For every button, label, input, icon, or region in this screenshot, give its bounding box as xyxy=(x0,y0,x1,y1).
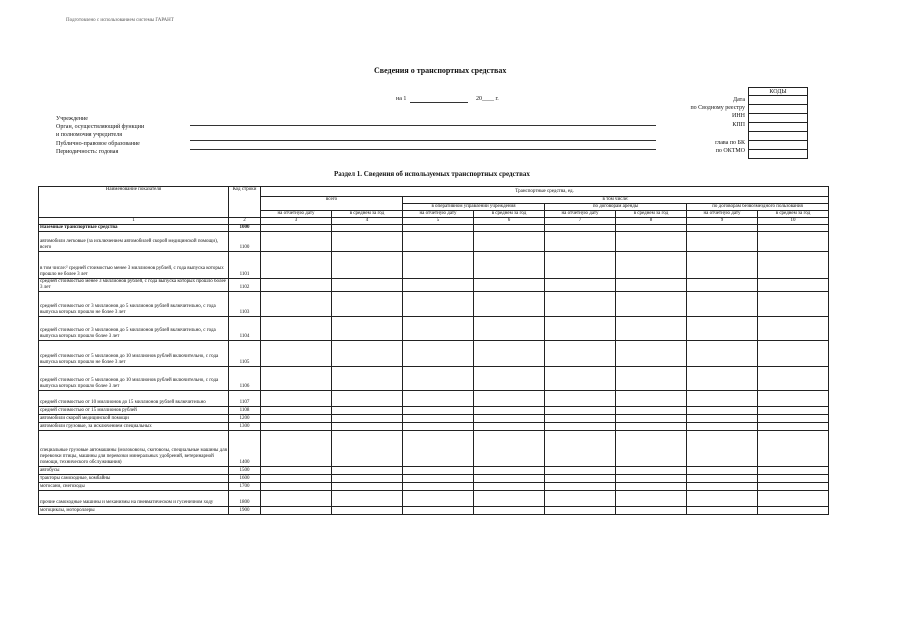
col-code-header: Код строки xyxy=(229,187,261,218)
group-free-header: по договорам безвозмездного пользования xyxy=(687,204,829,211)
group-incl-header: в том числе: xyxy=(403,197,829,204)
sub-avg-rent: в среднем за год xyxy=(616,211,687,218)
value-cell[interactable] xyxy=(474,407,545,415)
value-cell[interactable] xyxy=(687,407,758,415)
value-cell[interactable] xyxy=(758,317,829,341)
col-number: 7 xyxy=(545,218,616,225)
value-cell[interactable] xyxy=(545,407,616,415)
value-cell[interactable] xyxy=(403,467,474,475)
table-row xyxy=(39,252,829,279)
value-cell[interactable] xyxy=(474,317,545,341)
value-cell[interactable] xyxy=(545,341,616,367)
codes-table xyxy=(748,87,808,159)
col-number: 3 xyxy=(261,218,332,225)
col-number: 1 xyxy=(39,218,229,225)
value-cell[interactable] xyxy=(332,317,403,341)
table-row xyxy=(39,391,829,407)
value-cell[interactable] xyxy=(545,391,616,407)
label-periodicity: Периодичность: годовая xyxy=(56,149,119,155)
col-number: 5 xyxy=(403,218,474,225)
col-number: 8 xyxy=(616,218,687,225)
row-label: средней стоимостью от 5 миллионов до 10 миллионов рублей включительно, с года выпуска которых прошло более 3 лет xyxy=(39,367,229,391)
value-cell[interactable] xyxy=(687,252,758,279)
value-cell[interactable] xyxy=(758,341,829,367)
value-cell[interactable] xyxy=(616,475,687,483)
group-op-header: в оперативном управлении учреждения xyxy=(403,204,545,211)
value-cell[interactable] xyxy=(687,292,758,317)
value-cell[interactable] xyxy=(545,317,616,341)
row-code: 1200 xyxy=(229,415,261,423)
value-cell[interactable] xyxy=(474,483,545,491)
value-cell[interactable] xyxy=(758,252,829,279)
row-label: автомобили скорой медицинской помощи xyxy=(39,415,229,423)
value-cell[interactable] xyxy=(403,225,474,232)
value-cell[interactable] xyxy=(474,292,545,317)
value-cell[interactable] xyxy=(616,367,687,391)
row-label: средней стоимостью от 15 миллионов рублей xyxy=(39,407,229,415)
value-cell[interactable] xyxy=(332,491,403,507)
value-cell[interactable] xyxy=(403,475,474,483)
value-cell[interactable] xyxy=(261,341,332,367)
row-label: средней стоимостью от 3 миллионов до 5 миллионов рублей включительно, с года выпуска которых прошло более 3 лет xyxy=(39,317,229,341)
value-cell[interactable] xyxy=(261,467,332,475)
value-cell[interactable] xyxy=(545,431,616,467)
code-label-inn: ИНН xyxy=(732,113,745,119)
value-cell[interactable] xyxy=(687,431,758,467)
value-cell[interactable] xyxy=(332,252,403,279)
table-row xyxy=(39,407,829,415)
row-label: автомобили легковые (за исключением автомобилей скорой медицинской помощи), всего xyxy=(39,232,229,252)
row-label: средней стоимостью от 5 миллионов до 10 миллионов рублей включительно, с года выпуска которых прошло не более 3 лет xyxy=(39,341,229,367)
code-cell-inn[interactable] xyxy=(749,114,808,123)
value-cell[interactable] xyxy=(332,232,403,252)
row-label: тракторы самоходные, комбайны xyxy=(39,475,229,483)
value-cell[interactable] xyxy=(758,232,829,252)
value-cell[interactable] xyxy=(332,391,403,407)
value-cell[interactable] xyxy=(474,415,545,423)
row-code: 1500 xyxy=(229,467,261,475)
value-cell[interactable] xyxy=(261,292,332,317)
value-cell[interactable] xyxy=(332,431,403,467)
sub-date-free: на отчетную дату xyxy=(687,211,758,218)
row-code: 1800 xyxy=(229,491,261,507)
table-row xyxy=(39,279,829,292)
row-label: средней стоимостью менее 3 миллионов рублей, с года выпуска которых прошло более 3 лет xyxy=(39,279,229,292)
value-cell[interactable] xyxy=(261,415,332,423)
group-total-header: всего xyxy=(261,197,403,211)
value-cell[interactable] xyxy=(545,507,616,515)
value-cell[interactable] xyxy=(687,317,758,341)
value-cell[interactable] xyxy=(616,507,687,515)
col-number: 10 xyxy=(758,218,829,225)
column-numbers-row xyxy=(39,218,829,225)
value-cell[interactable] xyxy=(332,341,403,367)
value-cell[interactable] xyxy=(332,415,403,423)
value-cell[interactable] xyxy=(261,483,332,491)
value-cell[interactable] xyxy=(687,415,758,423)
value-cell[interactable] xyxy=(545,292,616,317)
value-cell[interactable] xyxy=(687,467,758,475)
value-cell[interactable] xyxy=(758,507,829,515)
value-cell[interactable] xyxy=(758,475,829,483)
value-cell[interactable] xyxy=(332,407,403,415)
sub-avg-op: в среднем за год xyxy=(474,211,545,218)
value-cell[interactable] xyxy=(616,491,687,507)
value-cell[interactable] xyxy=(332,367,403,391)
value-cell[interactable] xyxy=(616,407,687,415)
value-cell[interactable] xyxy=(474,232,545,252)
col-name-header: Наименование показателя xyxy=(39,187,229,218)
row-code: 1600 xyxy=(229,475,261,483)
row-code: 1101 xyxy=(229,252,261,279)
value-cell[interactable] xyxy=(474,467,545,475)
value-cell[interactable] xyxy=(403,292,474,317)
sub-date-rent: на отчетную дату xyxy=(545,211,616,218)
value-cell[interactable] xyxy=(332,423,403,431)
value-cell[interactable] xyxy=(758,367,829,391)
row-label: в том числе:² средней стоимостью менее 3 миллионов рублей, с года выпуска которых прошло не более 3 лет xyxy=(39,252,229,279)
col-number: 2 xyxy=(229,218,261,225)
value-cell[interactable] xyxy=(687,483,758,491)
value-cell[interactable] xyxy=(687,225,758,232)
codes-title: КОДЫ xyxy=(749,88,808,96)
value-cell[interactable] xyxy=(261,431,332,467)
row-label: автомобили грузовые, за исключением специальных xyxy=(39,423,229,431)
value-cell[interactable] xyxy=(687,391,758,407)
value-cell[interactable] xyxy=(687,341,758,367)
value-cell[interactable] xyxy=(616,232,687,252)
row-code: 1400 xyxy=(229,431,261,467)
value-cell[interactable] xyxy=(616,423,687,431)
value-cell[interactable] xyxy=(687,491,758,507)
value-cell[interactable] xyxy=(616,252,687,279)
code-label-oktmo: по ОКТМО xyxy=(715,148,745,154)
code-label-date: Дата xyxy=(733,97,745,103)
value-cell[interactable] xyxy=(616,431,687,467)
row-label: Наземные транспортные средства xyxy=(39,225,229,232)
label-founder-2: и полномочия учредителя xyxy=(56,132,122,138)
code-cell-oktmo[interactable] xyxy=(749,150,808,159)
value-cell[interactable] xyxy=(474,225,545,232)
code-cell-date[interactable] xyxy=(749,96,808,105)
value-cell[interactable] xyxy=(403,367,474,391)
label-public-entity: Публично-правовое образование xyxy=(56,141,140,147)
row-code: 1700 xyxy=(229,483,261,491)
row-code: 1900 xyxy=(229,507,261,515)
row-label: средней стоимостью от 3 миллионов до 5 миллионов рублей включительно, с года выпуска которых прошло не более 3 лет xyxy=(39,292,229,317)
value-cell[interactable] xyxy=(474,475,545,483)
row-code: 1300 xyxy=(229,423,261,431)
value-cell[interactable] xyxy=(261,407,332,415)
value-cell[interactable] xyxy=(261,491,332,507)
row-code: 1103 xyxy=(229,292,261,317)
value-cell[interactable] xyxy=(545,423,616,431)
value-cell[interactable] xyxy=(261,423,332,431)
value-cell[interactable] xyxy=(403,341,474,367)
sub-avg-total: в среднем за год xyxy=(332,211,403,218)
value-cell[interactable] xyxy=(261,367,332,391)
value-cell[interactable] xyxy=(545,467,616,475)
value-cell[interactable] xyxy=(758,292,829,317)
value-cell[interactable] xyxy=(261,507,332,515)
row-label: автобусы xyxy=(39,467,229,475)
row-code: 1108 xyxy=(229,407,261,415)
value-cell[interactable] xyxy=(687,507,758,515)
value-cell[interactable] xyxy=(403,407,474,415)
value-cell[interactable] xyxy=(758,415,829,423)
value-cell[interactable] xyxy=(474,341,545,367)
sub-date-op: на отчетную дату xyxy=(403,211,474,218)
value-cell[interactable] xyxy=(758,491,829,507)
row-label: мотосани, снегоходы xyxy=(39,483,229,491)
value-cell[interactable] xyxy=(616,317,687,341)
value-cell[interactable] xyxy=(474,431,545,467)
value-cell[interactable] xyxy=(261,317,332,341)
table-row xyxy=(39,423,829,431)
value-cell[interactable] xyxy=(403,423,474,431)
value-cell[interactable] xyxy=(616,391,687,407)
vehicles-table xyxy=(38,186,829,515)
table-row xyxy=(39,491,829,507)
page-title: Сведения о транспортных средствах xyxy=(374,66,507,75)
value-cell[interactable] xyxy=(403,507,474,515)
row-code: 1000 xyxy=(229,225,261,232)
sub-avg-free: в среднем за год xyxy=(758,211,829,218)
value-cell[interactable] xyxy=(474,391,545,407)
value-cell[interactable] xyxy=(758,431,829,467)
table-row xyxy=(39,341,829,367)
code-cell-registry[interactable] xyxy=(749,105,808,114)
group-rent-header: по договорам аренды xyxy=(545,204,687,211)
founder-line[interactable] xyxy=(190,140,656,141)
value-cell[interactable] xyxy=(758,225,829,232)
value-cell[interactable] xyxy=(474,279,545,292)
value-cell[interactable] xyxy=(332,507,403,515)
value-cell[interactable] xyxy=(616,279,687,292)
value-cell[interactable] xyxy=(403,317,474,341)
prepared-note: Подготовлено с использованием системы ГАРАНТ xyxy=(66,18,174,23)
table-row xyxy=(39,475,829,483)
value-cell[interactable] xyxy=(474,507,545,515)
row-code: 1100 xyxy=(229,232,261,252)
value-cell[interactable] xyxy=(687,232,758,252)
public-entity-line[interactable] xyxy=(190,149,656,150)
value-cell[interactable] xyxy=(758,423,829,431)
value-cell[interactable] xyxy=(474,491,545,507)
value-cell[interactable] xyxy=(474,367,545,391)
value-cell[interactable] xyxy=(616,292,687,317)
value-cell[interactable] xyxy=(687,423,758,431)
table-row xyxy=(39,232,829,252)
value-cell[interactable] xyxy=(545,225,616,232)
table-row xyxy=(39,415,829,423)
value-cell[interactable] xyxy=(545,252,616,279)
value-cell[interactable] xyxy=(545,415,616,423)
value-cell[interactable] xyxy=(261,232,332,252)
value-cell[interactable] xyxy=(687,279,758,292)
code-cell-blank[interactable] xyxy=(749,132,808,141)
row-code: 1107 xyxy=(229,391,261,407)
value-cell[interactable] xyxy=(545,232,616,252)
table-row xyxy=(39,292,829,317)
value-cell[interactable] xyxy=(758,467,829,475)
value-cell[interactable] xyxy=(545,491,616,507)
value-cell[interactable] xyxy=(332,292,403,317)
value-cell[interactable] xyxy=(545,475,616,483)
code-label-kpp: КПП xyxy=(732,122,745,128)
col-number: 4 xyxy=(332,218,403,225)
sub-date-total: на отчетную дату xyxy=(261,211,332,218)
value-cell[interactable] xyxy=(261,252,332,279)
table-row xyxy=(39,507,829,515)
value-cell[interactable] xyxy=(545,279,616,292)
date-prefix: на 1 xyxy=(396,96,407,102)
value-cell[interactable] xyxy=(687,367,758,391)
value-cell[interactable] xyxy=(332,483,403,491)
value-cell[interactable] xyxy=(616,225,687,232)
value-cell[interactable] xyxy=(261,279,332,292)
section-title: Раздел 1. Сведения об используемых транспортных средствах xyxy=(334,170,530,178)
value-cell[interactable] xyxy=(616,483,687,491)
value-cell[interactable] xyxy=(474,252,545,279)
value-cell[interactable] xyxy=(332,467,403,475)
value-cell[interactable] xyxy=(545,367,616,391)
code-label-bk: глава по БК xyxy=(715,140,745,146)
value-cell[interactable] xyxy=(261,225,332,232)
table-row xyxy=(39,483,829,491)
table-row xyxy=(39,225,829,232)
value-cell[interactable] xyxy=(261,475,332,483)
col-number: 6 xyxy=(474,218,545,225)
value-cell[interactable] xyxy=(403,279,474,292)
value-cell[interactable] xyxy=(403,415,474,423)
value-cell[interactable] xyxy=(403,232,474,252)
table-row xyxy=(39,317,829,341)
row-code: 1104 xyxy=(229,317,261,341)
table-row xyxy=(39,467,829,475)
value-cell[interactable] xyxy=(758,483,829,491)
value-cell[interactable] xyxy=(687,475,758,483)
value-cell[interactable] xyxy=(261,391,332,407)
code-label-registry: по Сводному реестру xyxy=(690,105,745,111)
value-cell[interactable] xyxy=(545,483,616,491)
row-label: специальные грузовые автомашины (молоковозы, скотовозы, специальные машины для перевозки птицы, машины для перевозки минеральных удобрений, ветеринарной помощи, технического обслуживания) xyxy=(39,431,229,467)
code-cell-bk[interactable] xyxy=(749,141,808,150)
value-cell[interactable] xyxy=(332,279,403,292)
row-label: прочие самоходные машины и механизмы на пневматическом и гусеничном ходу xyxy=(39,491,229,507)
value-cell[interactable] xyxy=(758,279,829,292)
row-label: мотоциклы, мотороллеры xyxy=(39,507,229,515)
value-cell[interactable] xyxy=(403,252,474,279)
table-row xyxy=(39,367,829,391)
value-cell[interactable] xyxy=(758,407,829,415)
value-cell[interactable] xyxy=(332,475,403,483)
date-year: 20____ г. xyxy=(476,96,499,102)
value-cell[interactable] xyxy=(332,225,403,232)
value-cell[interactable] xyxy=(758,391,829,407)
row-label: средней стоимостью от 10 миллионов до 15 миллионов рублей включительно xyxy=(39,391,229,407)
value-cell[interactable] xyxy=(403,491,474,507)
group-main-header: Транспортные средства, ед. xyxy=(261,187,829,197)
row-code: 1105 xyxy=(229,341,261,367)
value-cell[interactable] xyxy=(403,483,474,491)
institution-line[interactable] xyxy=(190,125,656,126)
row-code: 1106 xyxy=(229,367,261,391)
table-row xyxy=(39,431,829,467)
value-cell[interactable] xyxy=(403,391,474,407)
row-code: 1102 xyxy=(229,279,261,292)
value-cell[interactable] xyxy=(616,341,687,367)
code-cell-kpp[interactable] xyxy=(749,123,808,132)
date-day-line xyxy=(410,102,468,103)
col-number: 9 xyxy=(687,218,758,225)
value-cell[interactable] xyxy=(616,467,687,475)
label-founder-1: Орган, осуществляющий функции xyxy=(56,124,145,130)
label-institution: Учреждение xyxy=(56,116,88,122)
value-cell[interactable] xyxy=(474,423,545,431)
value-cell[interactable] xyxy=(403,431,474,467)
value-cell[interactable] xyxy=(616,415,687,423)
